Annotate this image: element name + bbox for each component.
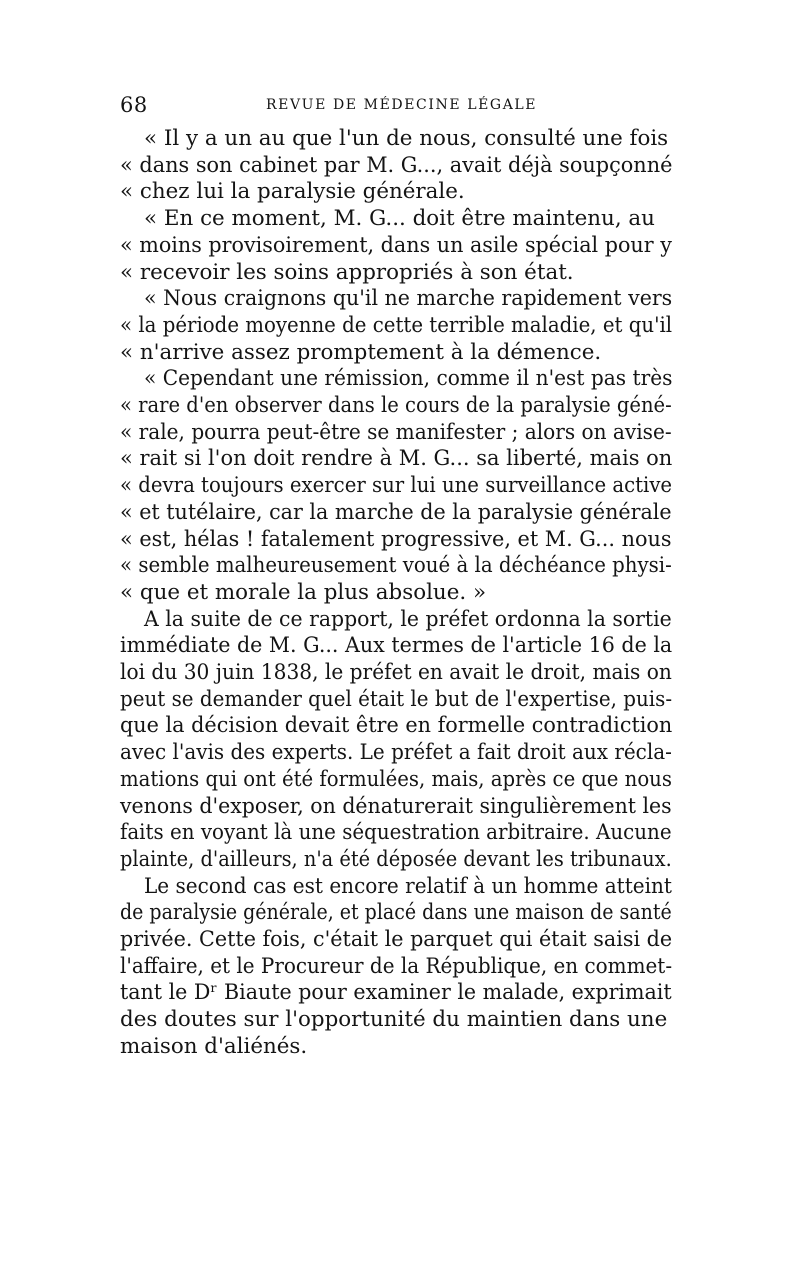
text-line: « devra toujours exercer sur lui une surveillance active bbox=[120, 473, 673, 499]
text-line: « rale, pourra peut-être se manifester ; alors on avise- bbox=[120, 419, 672, 445]
text-line: « Il y a un au que l'un de nous, consulté une fois bbox=[144, 126, 669, 151]
text-line: A la suite de ce rapport, le préfet ordonna la sortie bbox=[144, 606, 672, 632]
text-line: « En ce moment, M. G... doit être maintenu, au bbox=[144, 206, 655, 232]
text-line: que la décision devait être en formelle contradiction bbox=[120, 713, 673, 739]
text-line: avec l'avis des experts. Le préfet a fait droit aux récla- bbox=[120, 740, 672, 766]
text-line: « recevoir les soins appropriés à son état. bbox=[120, 259, 574, 285]
running-title: REVUE DE MÉDECINE LÉGALE bbox=[266, 97, 538, 113]
text-line: des doutes sur l'opportunité du maintien dans une bbox=[120, 1007, 668, 1033]
text-line: mations qui ont été formulées, mais, après ce que nous bbox=[120, 766, 672, 792]
text-line: maison d'aliénés. bbox=[120, 1033, 308, 1059]
text-line: « que et morale la plus absolue. » bbox=[120, 579, 487, 605]
text-line: « rait si l'on doit rendre à M. G... sa liberté, mais on bbox=[120, 446, 673, 472]
text-line: tant le Dʳ Biaute pour examiner le malade, exprimait bbox=[120, 980, 672, 1006]
text-line: de paralysie générale, et placé dans une maison de santé bbox=[120, 900, 672, 926]
text-line: « Nous craignons qu'il ne marche rapidement vers bbox=[144, 286, 673, 312]
text-line: faits en voyant là une séquestration arbitraire. Aucune bbox=[120, 820, 672, 846]
text-line: « semble malheureusement voué à la déchéance physi- bbox=[120, 553, 672, 579]
text-line: immédiate de M. G... Aux termes de l'article 16 de la bbox=[120, 633, 673, 659]
page-number: 68 bbox=[120, 93, 148, 117]
text-line: loi du 30 juin 1838, le préfet en avait le droit, mais on bbox=[120, 660, 672, 685]
text-line: « est, hélas ! fatalement progressive, et M. G... nous bbox=[120, 526, 672, 552]
text-line: venons d'exposer, on dénaturerait singulièrement les bbox=[120, 793, 672, 819]
text-line: plainte, d'ailleurs, n'a été déposée devant les tribunaux. bbox=[120, 846, 672, 872]
text-line: peut se demander quel était le but de l'expertise, puis- bbox=[120, 686, 673, 712]
text-line: « moins provisoirement, dans un asile spécial pour y bbox=[120, 232, 672, 258]
text-line: « n'arrive assez promptement à la démence. bbox=[120, 339, 602, 365]
text-line: « Cependant une rémission, comme il n'est pas très bbox=[144, 366, 673, 392]
text-line: « et tutélaire, car la marche de la paralysie générale bbox=[120, 499, 672, 525]
text-line: Le second cas est encore relatif à un homme atteint bbox=[144, 873, 672, 899]
text-line: « rare d'en observer dans le cours de la paralysie géné- bbox=[120, 393, 672, 418]
text-line: « chez lui la paralysie générale. bbox=[120, 179, 465, 205]
text-line: privée. Cette fois, c'était le parquet qui était saisi de bbox=[120, 927, 673, 952]
text-line: l'affaire, et le Procureur de la République, en commet- bbox=[120, 953, 673, 979]
text-line: « dans son cabinet par M. G..., avait déjà soupçonné bbox=[120, 152, 673, 178]
page-header bbox=[120, 93, 672, 117]
text-line: « la période moyenne de cette terrible maladie, et qu'il bbox=[120, 312, 673, 338]
